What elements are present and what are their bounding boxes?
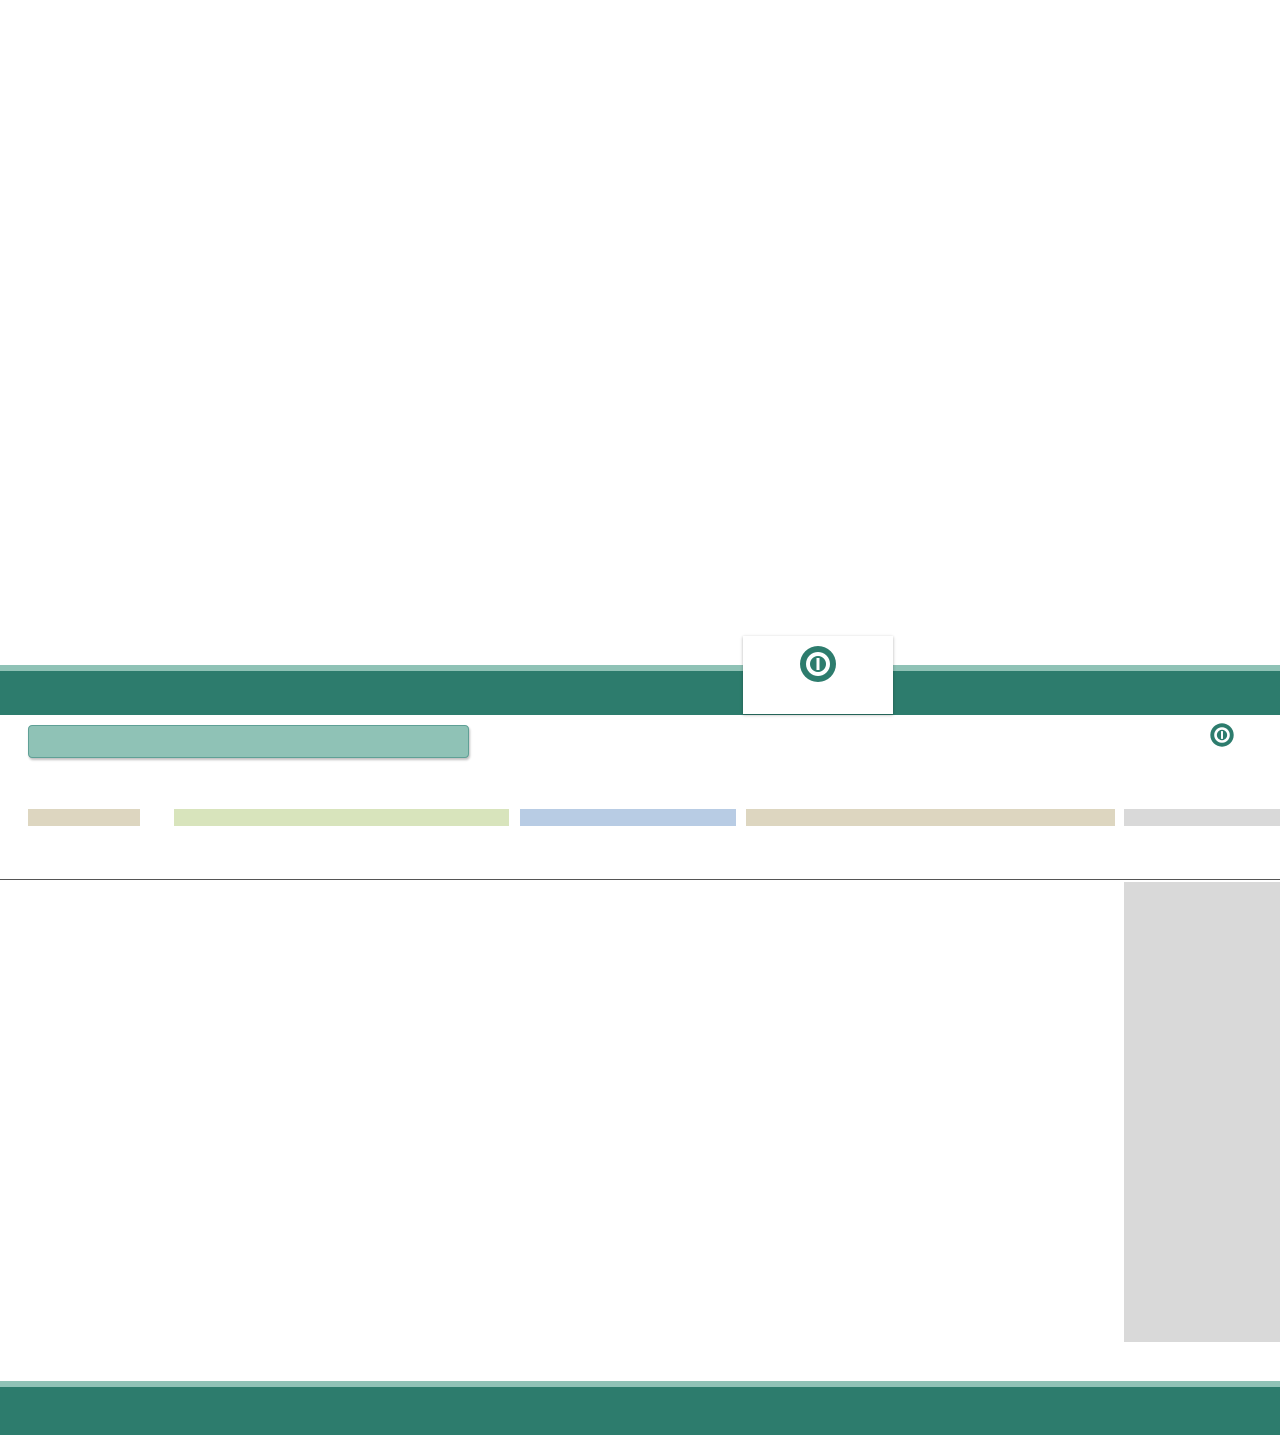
coninagro-logo xyxy=(743,636,893,714)
evolucion-header xyxy=(1124,809,1280,826)
coninagro-logo-small xyxy=(1170,722,1274,770)
report-banner-bottom xyxy=(0,1381,1280,1435)
negocio-header xyxy=(174,809,509,826)
period-label xyxy=(28,809,140,826)
productivo-header xyxy=(520,809,736,826)
evolucion-background xyxy=(1124,882,1280,1342)
mercado-header xyxy=(746,809,1115,826)
coninagro-logo-icon xyxy=(798,644,838,684)
coninagro-logo-small-icon xyxy=(1209,722,1235,748)
report-banner-top xyxy=(0,665,1280,715)
datos-micro-title xyxy=(28,725,469,758)
header-rule xyxy=(0,879,1280,880)
